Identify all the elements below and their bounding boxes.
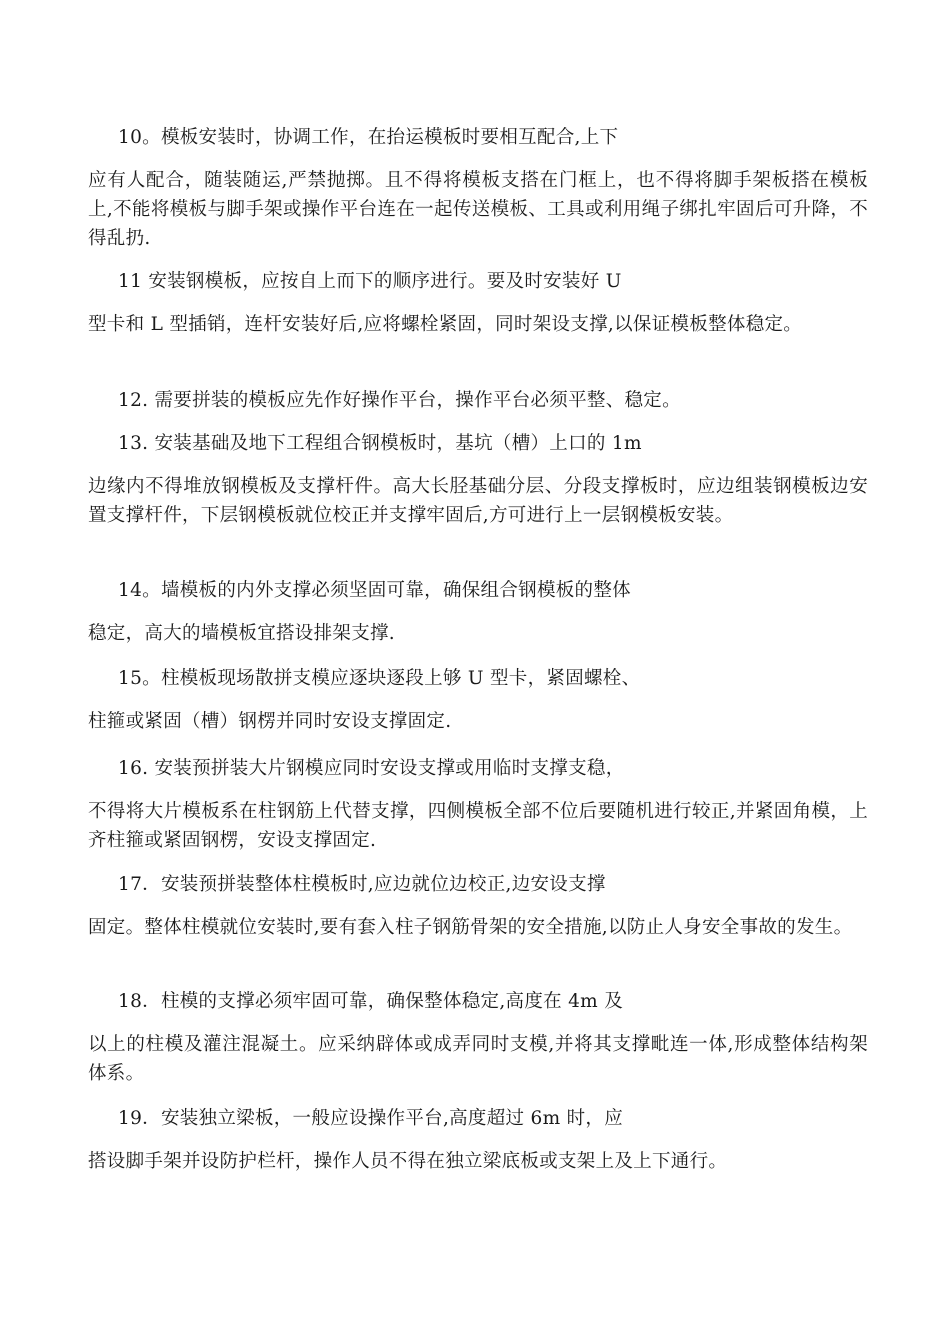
clause-lead: 15。柱模板现场散拼支模应逐块逐段上够 U 型卡，紧固螺栓、 <box>118 668 641 689</box>
clause-16 <box>88 754 868 855</box>
clause-body: 稳定，高大的墙模板宜搭设排架支撑. <box>88 623 395 644</box>
clause-lead: 17．安装预拼装整体柱模板时,应边就位边校正,边安设支撑 <box>118 874 606 895</box>
clause-lead: 10。模板安装时，协调工作，在抬运模板时要相互配合,上下 <box>118 127 619 148</box>
clause-body: 不得将大片模板系在柱钢筋上代替支撑，四侧模板全部不位后要随机进行较正,并紧固角模，上齐柱箍或紧固钢楞，安设支撑固定. <box>88 801 868 851</box>
clause-lead: 14。墙模板的内外支撑必须坚固可靠，确保组合钢模板的整体 <box>118 580 631 601</box>
clause-17 <box>88 870 868 942</box>
clause-lead: 16. 安装预拼装大片钢模应同时安设支撑或用临时支撑支稳， <box>118 758 625 779</box>
clause-10 <box>88 123 868 253</box>
clause-lead: 13. 安装基础及地下工程组合钢模板时，基坑（槽）上口的 1m <box>118 433 642 454</box>
clause-15 <box>88 664 868 736</box>
clause-lead: 18．柱模的支撑必须牢固可靠，确保整体稳定,高度在 4m 及 <box>118 991 623 1012</box>
clause-13 <box>88 429 868 530</box>
clause-19 <box>88 1104 868 1176</box>
clause-body: 固定。整体柱模就位安装时,要有套入柱子钢筋骨架的安全措施,以防止人身安全事故的发生。 <box>88 917 853 938</box>
clause-body: 以上的柱模及灌注混凝土。应采纳辟体或成弄同时支模,并将其支撑毗连一体,形成整体结构架体系。 <box>88 1034 868 1084</box>
clause-lead: 19．安装独立梁板，一般应设操作平台,高度超过 6m 时，应 <box>118 1108 623 1129</box>
clause-body: 边缘内不得堆放钢模板及支撑杆件。高大长胫基础分层、分段支撑板时，应边组装钢模板边安置支撑杆件，下层钢模板就位校正并支撑牢固后,方可进行上一层钢模板安装。 <box>88 476 868 526</box>
clause-11 <box>88 267 868 339</box>
clause-body: 柱箍或紧固（槽）钢楞并同时安设支撑固定. <box>88 711 452 732</box>
clause-lead: 12. 需要拼装的模板应先作好操作平台，操作平台必须平整、稳定。 <box>118 390 681 411</box>
clause-14 <box>88 576 868 648</box>
clause-body: 型卡和 L 型插销，连杆安装好后,应将螺栓紧固，同时架设支撑,以保证模板整体稳定。 <box>88 314 803 335</box>
clause-lead: 11 安装钢模板，应按自上而下的顺序进行。要及时安装好 U <box>118 271 622 292</box>
clause-body: 搭设脚手架并设防护栏杆，操作人员不得在独立梁底板或支架上及上下通行。 <box>88 1151 728 1172</box>
clause-18 <box>88 987 868 1088</box>
clause-body: 应有人配合，随装随运,严禁抛掷。且不得将模板支搭在门框上，也不得将脚手架板搭在模板上,不能将模板与脚手架或操作平台连在一起传送模板、工具或利用绳子绑扎牢固后可升降，不得乱扔. <box>88 170 868 249</box>
clause-12 <box>88 386 868 415</box>
